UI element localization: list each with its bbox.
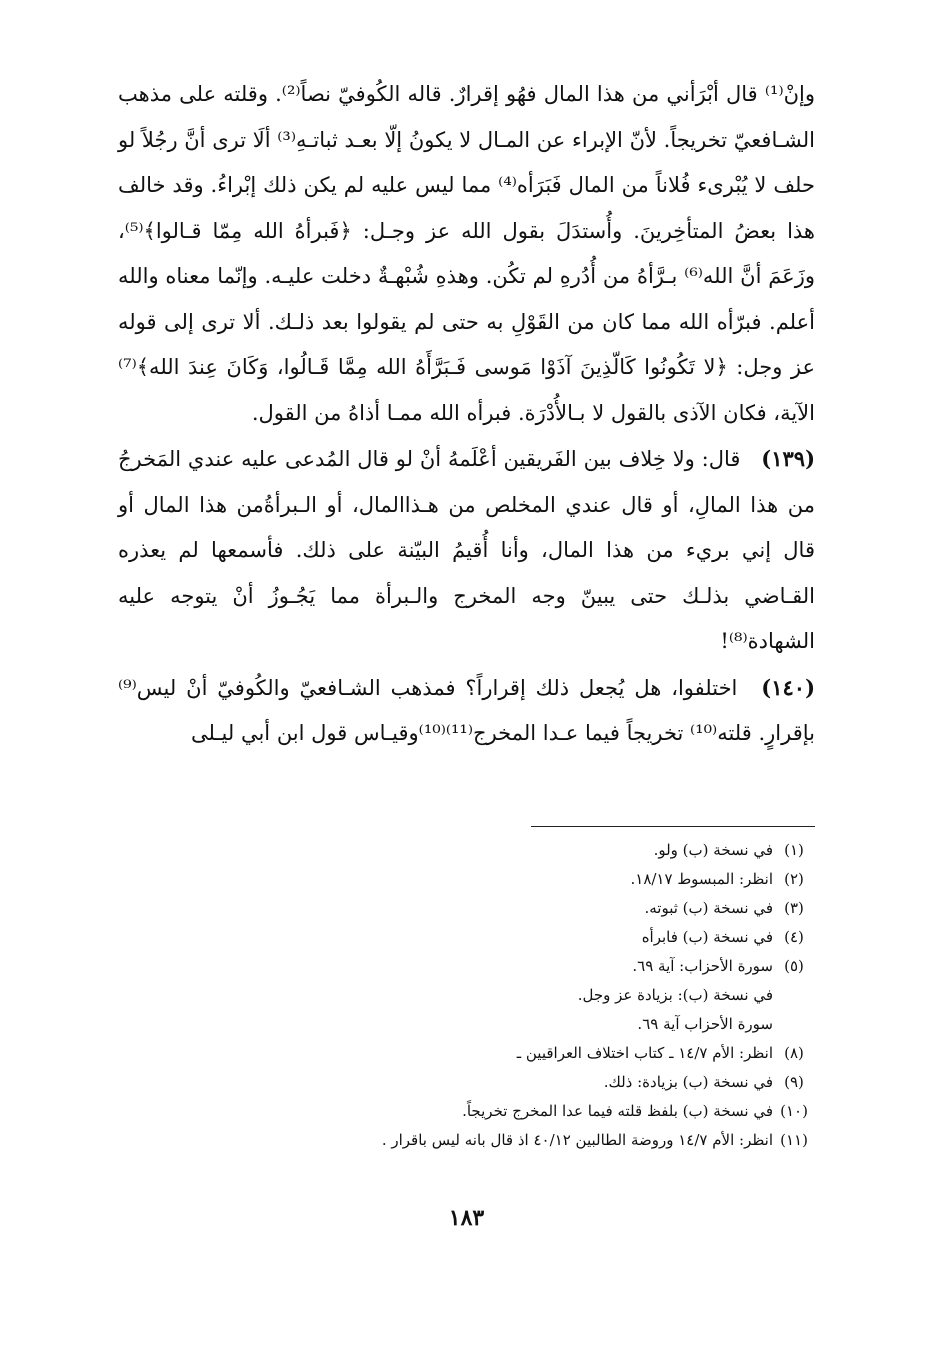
footnote-number: (٣) [784,899,804,917]
paragraph-text: اختلفوا، هل يُجعل ذلك إقراراً؟ فمذهب الشـافعيّ والكُوفيّ أنْ ليس⁽⁹⁾ بإقرارٍ. قلته⁽¹⁰⁾ تخريجاً فيما عـدا المخرج⁽¹¹⁾⁽¹⁰⁾وقيـاس قول ابن أبي ليـلى [118,675,815,745]
footnote [118,923,815,952]
footnote [118,1068,815,1097]
paragraph-continuation [118,72,815,436]
footnote-text: في نسخة (ب) بزيادة: ذلك. [603,1073,773,1091]
paragraph-number: (١٣٩) [761,446,815,471]
footnote-text: في نسخة (ب): بزيادة عز وجل. [577,986,773,1004]
main-text [118,72,815,757]
paragraph-number: (١٤٠) [761,674,815,700]
footnote [118,865,815,894]
footnote-text: سورة الأحزاب: آية ٦٩. [632,957,773,975]
footnote-number: (٩) [784,1073,804,1091]
footnote-text: في نسخة (ب) ولو. [653,841,773,859]
footnote-text: سورة الأحزاب آية ٦٩. [637,1015,773,1033]
footnote [118,1097,815,1126]
footnote-number: (١١) [780,1131,808,1149]
footnote-number: (٢) [784,870,804,888]
footnote-text: في نسخة (ب) ثبوته. [644,899,773,917]
footnote-number: (٤) [784,928,804,946]
footnote-text: انظر: المبسوط ١٨/١٧. [630,870,773,888]
footnotes [118,836,815,1155]
paragraph-140 [118,665,815,757]
footnote [118,952,815,981]
footnote-number: (٥) [784,957,804,975]
footnote-text: في نسخة (ب) بلفظ قلته فيما عدا المخرج تخريجاً. [462,1102,773,1120]
paragraph-text: قال: ولا خِلاف بين الفَريقين أعْلَمهُ أنْ لو قال المُدعى عليه عندي المَخرجُ من هذا المالِ، أو قال عندي المخلص من هـذاالمال، أو الـبرأةُمن هذا المال أو قال إني بريء من هذا المال، وأنا أُقيمُ البيّنة على ذلك. فأسمعها لم يعذره القـاضي بذلـك حتى يبينّ وجه المخرج والـبرأة مما يَجُـوزُ أنْ يتوجه عليه الشهادة⁽⁸⁾! [118,447,815,653]
footnote-text: في نسخة (ب) فابرأه [641,928,773,946]
footnote [118,1039,815,1068]
footnote [118,1010,815,1039]
footnote [118,836,815,865]
paragraph-text: وإنْ⁽¹⁾ قال أبْرَأني من هذا المال فهُو إقرارٌ. قاله الكُوفيّ نصاً⁽²⁾. وقلته على مذهب الشـافعيّ تخريجاً. لأنّ الإبراء عن المـال لا يكونُ إلّا بعـد ثباتـهِ⁽³⁾ ألَا ترى أنَّ رجُلاً لو حلف لا يُبْرىء فُلاناً من المال فَبَرَأه⁽⁴⁾ مما ليس عليه لم يكن ذلك إبْراءُ. وقد خالف هذا بعضُ المتأخِرينَ. وأُستدَلَ بقول الله عز وجـل: ﴿فَبرأهُ الله مِمّا قـالوا﴾⁽⁵⁾، وزَعَمَ أنَّ الله⁽⁶⁾ بـرَّأهُ من أُدُرهِ لم تكُن. وهذهِ شُبْهـةٌ دخلت عليـه. وإنّما معناه والله أعلم. فبرّأه الله مما كان من القَوْلِ به حتى لم يقولوا بعد ذلـك. ألا ترى إلى قوله عز وجل: ﴿لا تَكُونُوا كَالّذِينَ آذَوْا مَوسى فَـبَرَّأَهُ الله مِمَّا قَـالُوا، وَكَانَ عِندَ الله﴾⁽⁷⁾ الآية، فكان الآذى بالقول لا بـالأُدْرَة. فبرأه الله ممـا أذاهُ من القول. [118,82,815,425]
footnote-text: انظر: الأم ١٤/٧ وروضة الطالبين ٤٠/١٢ اذ قال بانه ليس باقرار . [381,1131,773,1149]
footnote-text: انظر: الأم ١٤/٧ ـ كتاب اختلاف العراقيين ـ [516,1044,773,1062]
footnote-separator [531,826,815,827]
paragraph-139 [118,436,815,665]
footnote [118,894,815,923]
footnote [118,1126,815,1155]
footnote-number: (١٠) [780,1102,808,1120]
footnote-number: (٨) [784,1044,804,1062]
footnote-number: (١) [784,841,804,859]
footnote [118,981,815,1010]
page-number: ١٨٣ [448,1205,485,1231]
